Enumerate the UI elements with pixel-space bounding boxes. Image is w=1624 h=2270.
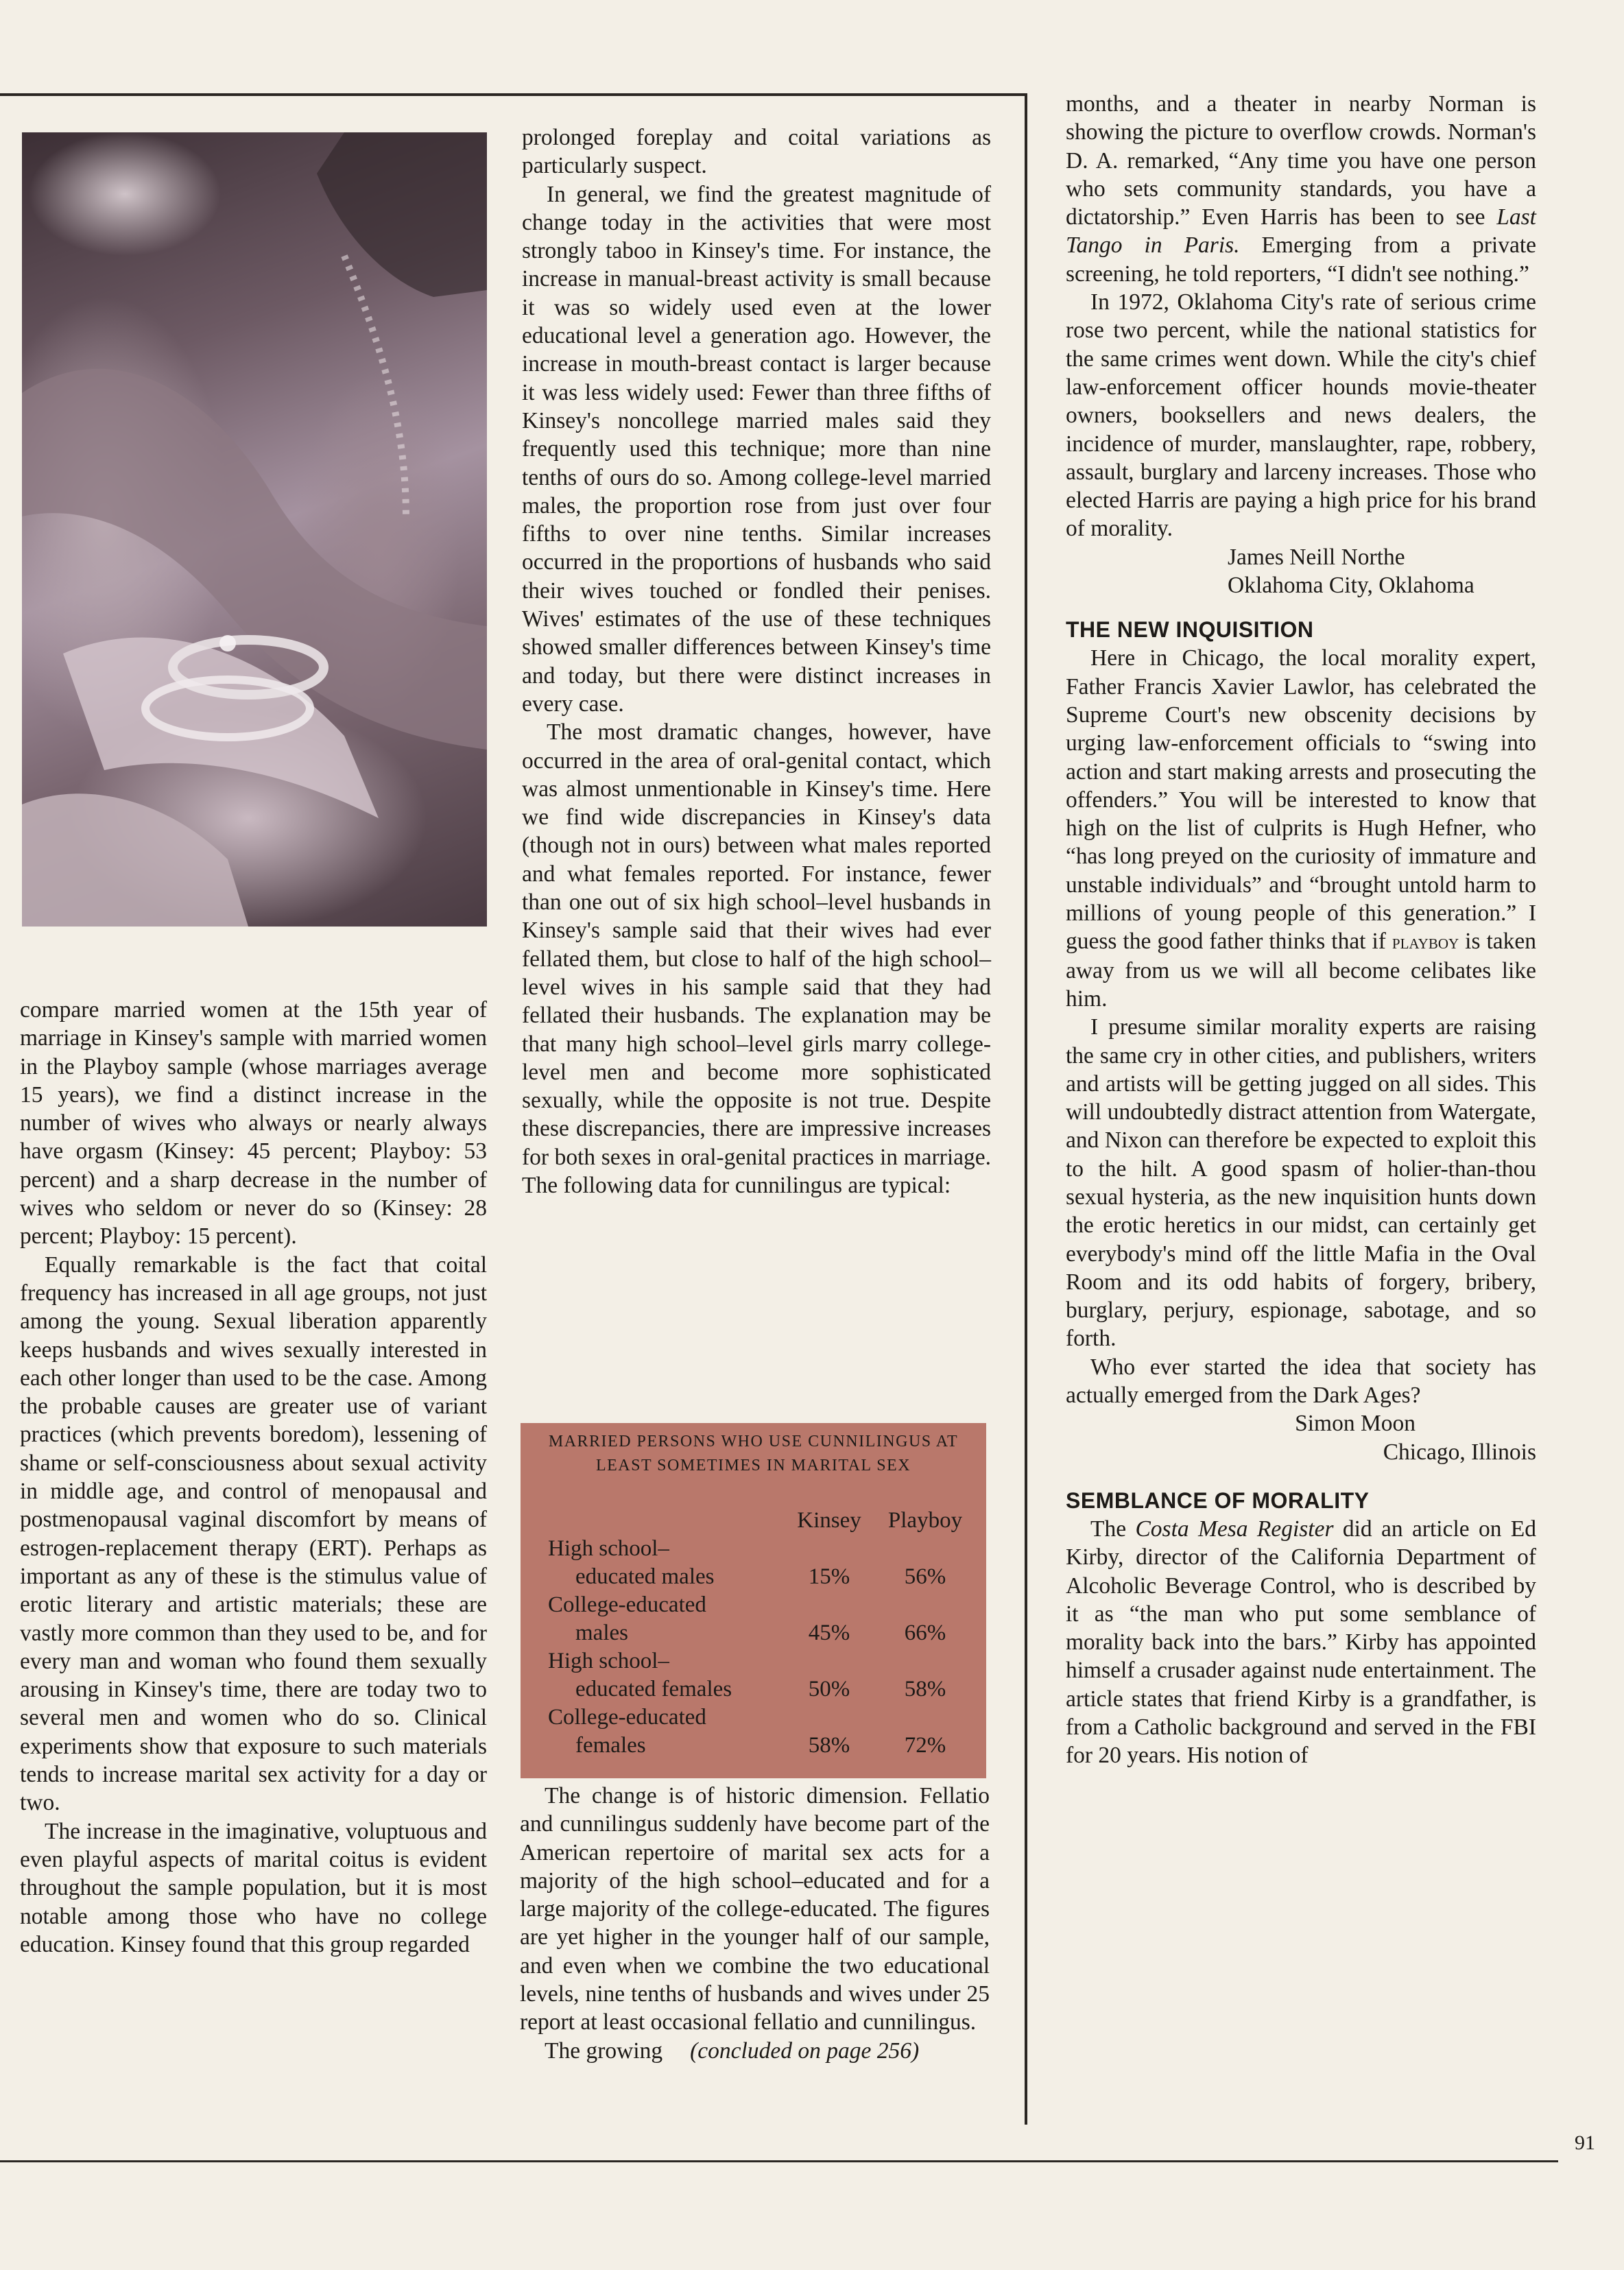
- right-paragraph: In 1972, Oklahoma City's rate of serious crime rose two percent, while the national statistics for the same crimes went down. While the city's chief law-enforcement officer hounds movie-theater owners, booksellers and news dealers, the incidence of murder, manslaughter, rape, robbery, assault, burglary and larceny increases. Those who elected Harris are paying a high price for his brand of morality.: [1066, 289, 1536, 542]
- playboy-value: 58%: [904, 1677, 946, 1701]
- row-label: educated males: [575, 1564, 715, 1589]
- playboy-value: 66%: [904, 1621, 946, 1645]
- middle-column-lower: [520, 1782, 990, 2065]
- newspaper-name: Costa Mesa Register: [1135, 1516, 1334, 1542]
- right-paragraph: The Costa Mesa Register did an article on Ed Kirby, director of the California Department of Alcoholic Beverage Control, who is described by it as “the man who put some semblance of morality back into the bars.” Kirby has appointed himself a crusader against nude entertainment. The article states that friend Kirby is a grandfather, is from a Catholic background and served in the FBI for 20 years. His notion of: [1066, 1516, 1537, 1769]
- film-title: Last Tango in Paris.: [1066, 204, 1536, 259]
- signature-name: Simon Moon: [1295, 1411, 1416, 1437]
- table-row: [521, 1647, 986, 1675]
- row-label: High school–: [548, 1649, 669, 1673]
- photo-icon: [22, 132, 487, 927]
- page-number: 91: [1575, 2131, 1595, 2154]
- row-label: males: [575, 1621, 628, 1645]
- continuation-line: [520, 2037, 990, 2065]
- signature-place: Chicago, Illinois: [1383, 1439, 1536, 1465]
- top-rule: [0, 93, 1026, 96]
- left-column: [20, 996, 487, 1959]
- col-header-playboy: Playboy: [887, 1508, 963, 1533]
- continued-on-page-link: (concluded on page 256): [690, 2038, 920, 2064]
- section-heading: SEMBLANCE OF MORALITY: [1066, 1488, 1370, 1513]
- kinsey-value: 58%: [808, 1733, 850, 1758]
- playboy-value: 56%: [904, 1564, 946, 1589]
- table-header-row: [521, 1507, 986, 1535]
- right-column: [1066, 90, 1536, 1770]
- magazine-name: playboy: [1392, 931, 1459, 954]
- row-label: College-educated: [548, 1705, 706, 1730]
- middle-paragraph: The change is of historic dimension. Fellatio and cunnilingus suddenly have become part of the American repertoire of marital sex acts for a majority of the high school–educated and for a large majority of the college-educated. The figures are yet higher in the younger half of our sample, and even when we combine the two educational levels, nine tenths of husbands and wives under 25 report at least occasional fellatio and cunnilingus.: [520, 1783, 990, 2035]
- signature-name: James Neill Northe: [1228, 544, 1405, 570]
- col-header-kinsey: Kinsey: [797, 1508, 861, 1533]
- signature-place: Oklahoma City, Oklahoma: [1228, 573, 1474, 599]
- kinsey-value: 45%: [808, 1621, 850, 1645]
- left-paragraph: The increase in the imaginative, voluptuous and even playful aspects of marital coitus is evident throughout the sample population, but it is most notable among those who have no college education. Kinsey found that this group regarded: [20, 1818, 487, 1957]
- left-paragraph: compare married women at the 15th year of marriage in Kinsey's sample with married women in the Playboy sample (whose marriages average 15 years), we find a distinct increase in the number of wives who always or nearly always have orgasm (Kinsey: 45 percent; Playboy: 53 percent) and a sharp decrease in the number of wives who seldom or never do so (Kinsey: 28 percent; Playboy: 15 percent).: [20, 997, 487, 1250]
- frame-right-rule: [1025, 93, 1027, 2125]
- playboy-value: 72%: [904, 1733, 946, 1758]
- row-label: College-educated: [548, 1592, 706, 1617]
- table-row: [521, 1732, 986, 1760]
- middle-paragraph: In general, we find the greatest magnitude of change today in the activities that were most strongly taboo in Kinsey's time. For instance, the increase in manual-breast activity is small because it was so widely used even at the lower educational level a generation ago. However, the increase in mouth-breast contact is larger because it was less widely used: Fewer than three fifths of Kinsey's noncollege married males said they frequently used this technique; more than nine tenths of ours do so. Among college-level married males, the proportion rose from just over four fifths to over nine tenths. Similar increases occurred in the proportions of husbands who said their wives touched or fondled their penises. Wives' estimates of the use of these techniques showed smaller differences between Kinsey's time and today, but there were distinct increases in every case.: [522, 181, 991, 717]
- right-paragraph: months, and a theater in nearby Norman is showing the picture to overflow crowds. Norman's D. A. remarked, “Any time you have one person who sets community standards, you have a dictatorship.” Even Harris has been to see Last Tango in Paris. Emerging from a private screening, he told reporters, “I didn't see nothing.”: [1066, 91, 1536, 287]
- left-paragraph: Equally remarkable is the fact that coital frequency has increased in all age groups, not just among the young. Sexual liberation apparently keeps husbands and wives sexually interested in each other longer than used to be the case. Among the probable causes are greater use of variant practices (which prevents boredom), lessening of shame or self-consciousness about sexual activity in middle age, and control of menopausal and postmenopausal vaginal discomfort by means of estrogen-replacement therapy (ERT). Perhaps as important as any of these is the stimulus value of erotic literary and artistic materials; these are vastly more common than they used to be, and for every man and woman who found them sexually arousing in Kinsey's time, there are today two to several men and women who do so. Clinical experiments show that exposure to such materials tends to increase marital sex activity for a day or two.: [20, 1252, 487, 1816]
- bottom-rule: [0, 2160, 1558, 2162]
- row-label: educated females: [575, 1677, 732, 1701]
- right-paragraph: Here in Chicago, the local morality expert, Father Francis Xavier Lawlor, has celebrated the Supreme Court's new obscenity decisions by urging law-enforcement officials to “swing into action and start making arrests and prosecuting the offenders.” You will be interested to know that high on the list of culprits is Hugh Hefner, who “has long preyed on the curiosity of immature and unstable individuals” and “brought untold harm to millions of young people of this generation.” I guess the good father thinks that if playboy is taken away from us we will all become celibates like him.: [1066, 645, 1537, 1012]
- table-row: [521, 1704, 986, 1732]
- middle-column: [522, 123, 991, 1199]
- table-row: [521, 1535, 986, 1563]
- row-label: females: [575, 1733, 646, 1758]
- cunnilingus-table: [521, 1423, 986, 1778]
- kinsey-value: 50%: [808, 1677, 850, 1701]
- photo: [22, 132, 487, 927]
- table-row: [521, 1591, 986, 1619]
- table-row: [521, 1675, 986, 1704]
- section-heading: THE NEW INQUISITION: [1066, 617, 1314, 643]
- right-paragraph: Who ever started the idea that society has actually emerged from the Dark Ages?: [1066, 1354, 1536, 1409]
- table-row: [521, 1619, 986, 1647]
- table-row: [521, 1563, 986, 1591]
- continuation-start: The growing: [545, 2038, 663, 2064]
- table-title: MARRIED PERSONS WHO USE CUNNILINGUS AT LEAST SOMETIMES IN MARITAL SEX: [548, 1433, 959, 1474]
- right-paragraph: I presume similar morality experts are raising the same cry in other cities, and publishers, writers and artists will be getting jugged on all sides. This will undoubtedly distract attention from Watergate, and Nixon can therefore be expected to exploit this to the hilt. A good spasm of holier-than-thou sexual hysteria, as the new inquisition hunts down the erotic heretics in our midst, can certainly get everybody's mind off the little Mafia in the Oval Room and its odd habits of forgery, bribery, burglary, perjury, espionage, sabotage, and so forth.: [1066, 1014, 1536, 1352]
- row-label: High school–: [548, 1536, 669, 1561]
- middle-paragraph: The most dramatic changes, however, have occurred in the area of oral-genital contact, which was almost unmentionable in Kinsey's time. Here we find wide discrepancies in Kinsey's data (though not in ours) between what males reported and what females reported. For instance, fewer than one out of six high school–level husbands in Kinsey's sample said that their wives had ever fellated them, but close to half of the high school–level wives in his sample said that they had fellated their husbands. The explanation may be that many high school–level girls marry college-level men and become more sophisticated sexually, while the opposite is not true. Despite these discrepancies, there are impressive increases for both sexes in oral-genital practices in marriage. The following data for cunnilingus are typical:: [522, 719, 991, 1198]
- middle-paragraph: prolonged foreplay and coital variations as particularly suspect.: [522, 125, 991, 179]
- kinsey-value: 15%: [808, 1564, 850, 1589]
